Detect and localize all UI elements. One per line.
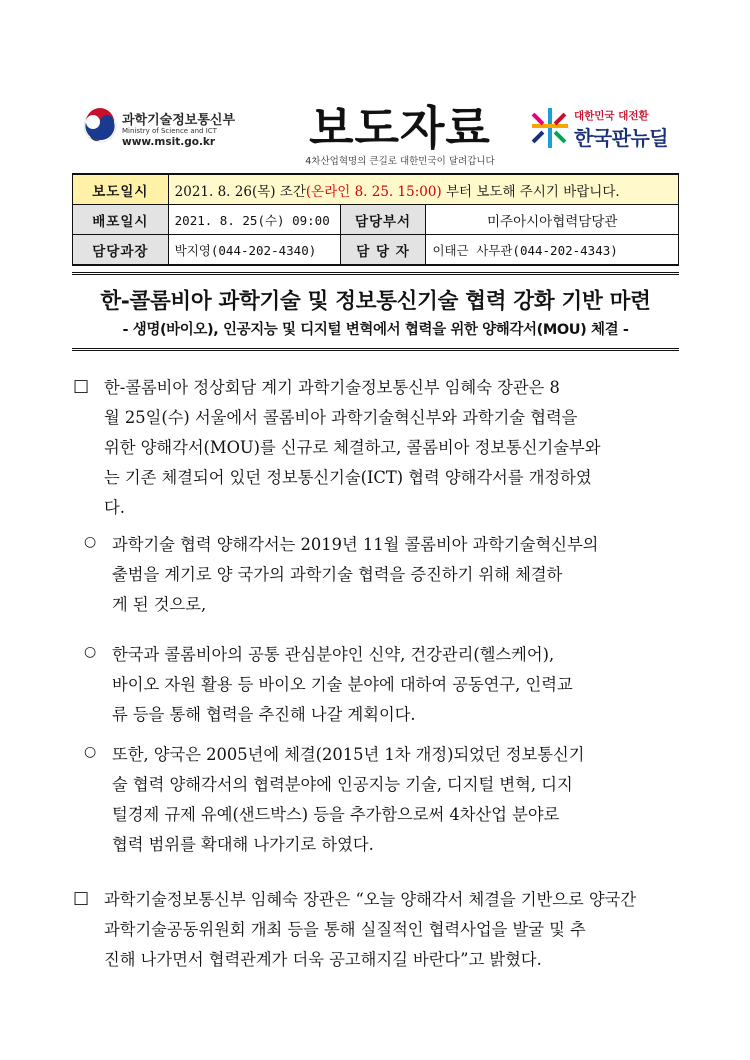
paragraph-line: 월 25일(수) 서울에서 콜롬비아 과학기술혁신부와 과학기술 협력을	[104, 408, 578, 427]
new-deal-tagline: 대한민국 대전환	[574, 110, 649, 122]
manager-value: 박지영(044-202-4340)	[168, 235, 340, 266]
circle-bullet-icon: ○	[84, 644, 97, 660]
contact-row	[73, 235, 679, 266]
distribution-row	[73, 205, 679, 235]
square-bullet-icon: □	[73, 888, 90, 908]
paragraph-3	[112, 640, 682, 730]
paragraph-line: 또한, 양국은 2005년에 체결(2015년 1차 개정)되었던 정보통신기	[112, 745, 585, 764]
taeguk-emblem-icon	[82, 108, 118, 144]
title-rule-top	[72, 272, 679, 275]
embargo-suffix: 부터 보도해 주시기 바랍니다.	[441, 183, 620, 200]
embargo-label: 보도일시	[73, 174, 169, 205]
square-bullet-icon: □	[73, 376, 90, 396]
paragraph-line: 과학기술정보통신부 임혜숙 장관은 “오늘 양해각서 체결을 기반으로 양국간	[104, 890, 637, 909]
slogan: 4차산업혁명의 큰길로 대한민국이 달려갑니다	[305, 156, 495, 167]
embargo-online-time: (온라인 8. 25. 15:00)	[305, 183, 442, 200]
paragraph-line: 류 등을 통해 협력을 추진해 나갈 계획이다.	[112, 705, 416, 724]
contact-label: 담 당 자	[340, 235, 426, 266]
new-deal-name: 한국판뉴딜	[574, 126, 669, 150]
ministry-name-en: Ministry of Science and ICT	[122, 127, 217, 135]
paragraph-2	[112, 530, 682, 620]
embargo-date: 2021. 8. 26(목) 조간	[174, 183, 306, 200]
ministry-url: www.msit.go.kr	[122, 136, 216, 148]
paragraph-4	[112, 740, 682, 860]
contact-value: 이태근 사무관(044-202-4343)	[426, 235, 679, 266]
paragraph-1	[104, 373, 682, 523]
department-label: 담당부서	[340, 205, 426, 235]
embargo-value	[168, 174, 678, 205]
paragraph-line: 다.	[104, 498, 125, 517]
title-rule-bottom	[72, 348, 679, 351]
distribution-label: 배포일시	[73, 205, 169, 235]
paragraph-line: 게 된 것으로,	[112, 595, 207, 614]
ministry-name: 과학기술정보통신부	[122, 113, 236, 128]
subheadline: - 생명(바이오), 인공지능 및 디지털 변혁에서 협력을 위한 양해각서(MOU) 체결 -	[122, 322, 629, 338]
manager-label: 담당과장	[73, 235, 169, 266]
paragraph-line: 한-콜롬비아 정상회담 계기 과학기술정보통신부 임혜숙 장관은 8	[104, 378, 560, 397]
department-value: 미주아시아협력담당관	[426, 205, 679, 235]
release-info-table	[72, 173, 679, 266]
paragraph-line: 털경제 규제 유예(샌드박스) 등을 추가함으로써 4차산업 분야로	[112, 805, 560, 824]
paragraph-line: 과학기술공동위원회 개최 등을 통해 실질적인 협력사업을 발굴 및 추	[104, 920, 586, 939]
circle-bullet-icon: ○	[84, 534, 97, 550]
press-release-title: 보도자료	[309, 101, 491, 155]
paragraph-line: 는 기존 체결되어 있던 정보통신기술(ICT) 협력 양해각서를 개정하였	[104, 468, 592, 487]
paragraph-line: 한국과 콜롬비아의 공통 관심분야인 신약, 건강관리(헬스케어),	[112, 645, 555, 664]
embargo-row	[73, 174, 679, 205]
circle-bullet-icon: ○	[84, 744, 97, 760]
paragraph-line: 과학기술 협력 양해각서는 2019년 11월 콜롬비아 과학기술혁신부의	[112, 535, 599, 554]
paragraph-5	[104, 885, 682, 975]
paragraph-line: 진해 나가면서 협력관계가 더욱 공고해지길 바란다”고 밝혔다.	[104, 950, 542, 969]
paragraph-line: 출범을 계기로 양 국가의 과학기술 협력을 증진하기 위해 체결하	[112, 565, 563, 584]
paragraph-line: 위한 양해각서(MOU)를 신규로 체결하고, 콜롬비아 정보통신기술부와	[104, 438, 601, 457]
paragraph-line: 술 협력 양해각서의 협력분야에 인공지능 기술, 디지털 변혁, 디지	[112, 775, 573, 794]
paragraph-line: 바이오 자원 활용 등 바이오 기술 분야에 대하여 공동연구, 인력교	[112, 675, 573, 694]
distribution-value: 2021. 8. 25(수) 09:00	[168, 205, 340, 235]
msit-logo	[82, 106, 242, 152]
korean-new-deal-logo	[530, 106, 680, 152]
headline: 한-콜롬비아 과학기술 및 정보통신기술 협력 강화 기반 마련	[100, 289, 651, 314]
new-deal-mark-icon	[530, 106, 570, 150]
paragraph-line: 협력 범위를 확대해 나가기로 하였다.	[112, 835, 374, 854]
